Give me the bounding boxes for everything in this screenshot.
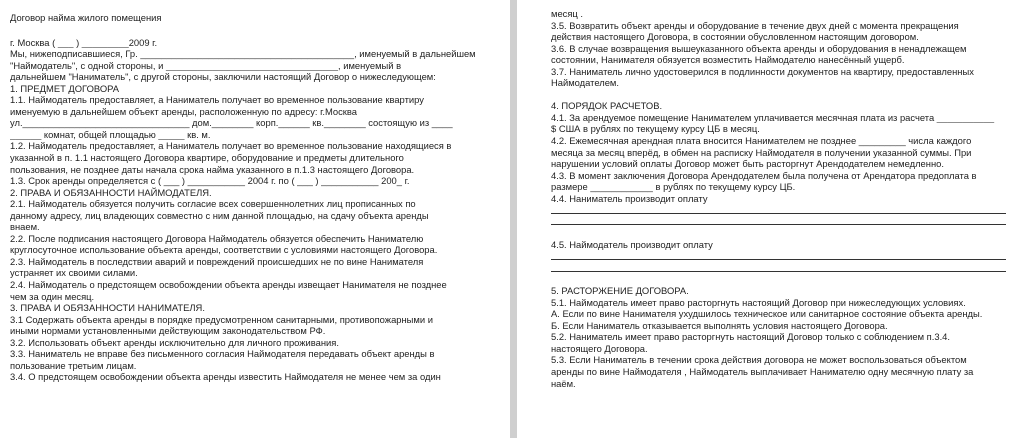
- text-line: пользования, не позднее даты начала срока найма указанного в п.1.3 настоящего Договора.: [10, 163, 415, 175]
- document-page-left: [0, 0, 510, 438]
- text-line: дальнейшем "Наниматель", с другой стороны, заключили настоящий Договор о нижеследующем:: [10, 71, 436, 83]
- page-gap: [510, 0, 517, 438]
- left-text-block: [10, 37, 502, 383]
- text-line: Б. Если Наниматель отказывается выполнять условия настоящего Договора.: [551, 319, 888, 331]
- text-line: 2.4. Наймодатель о предстоящем освобождении объекта аренды извещает Нанимателя не позднее: [10, 279, 447, 291]
- text-line: ______ комнат, общей площадью _____ кв. м.: [10, 128, 211, 140]
- text-line: аренды по вине Наймодателя , Наймодатель выплачивает Нанимателю одну месячную плату за: [551, 365, 974, 377]
- text-line: указанной в п. 1.1 настоящего Договора квартире, оборудование и предметы длительного: [10, 152, 404, 164]
- text-line: г. Москва ( ___ ) _________2009 г.: [10, 36, 158, 48]
- blank-fill-line: [551, 250, 1018, 262]
- section-heading: 3. ПРАВА И ОБЯЗАННОСТИ НАНИМАТЕЛЯ.: [10, 302, 205, 314]
- text-line: Наймодателем.: [551, 77, 619, 89]
- text-line: 4.4. Наниматель производит оплату: [551, 192, 708, 204]
- text-line: настоящего Договора.: [551, 342, 648, 354]
- text-line: нарушении условий оплаты Договор может быть расторгнут Арендодателем немедленно.: [551, 158, 944, 170]
- text-line: 3.2. Использовать объект аренды исключительно для личного проживания.: [10, 336, 339, 348]
- text-line: 3.7. Наниматель лично удостоверился в подлинности документов на квартиру, предоставленных: [551, 65, 974, 77]
- text-line: А. Если по вине Нанимателя ухудшилось техническое или санитарное состояние объекта аренды.: [551, 308, 983, 320]
- text-line: пользование третьим лицам.: [10, 359, 137, 371]
- text-line: 4.3. В момент заключения Договора Арендодателем была получена от Арендатора предоплата в: [551, 169, 977, 181]
- right-text-block-3: [551, 285, 1018, 389]
- text-line: 5.2. Наниматель имеет право расторгнуть настоящий Договор только с соблюдением п.3.4.: [551, 331, 950, 343]
- text-line: действия настоящего Договора, в состоянии обусловленном настоящим договором.: [551, 31, 919, 43]
- right-text-block-1: [551, 8, 1018, 89]
- blank-fill-line: [551, 262, 1018, 274]
- text-line: 2.3. Наймодатель в последствии аварий и повреждений происшедших не по вине Нанимателя: [10, 255, 424, 267]
- text-line: устраняет их своими силами.: [10, 267, 138, 279]
- text-line: $ США в рублях по текущему курсу ЦБ в месяц.: [551, 123, 760, 135]
- text-line: 3.5. Возвратить объект аренды и оборудование в течение двух дней с момента прекращения: [551, 19, 959, 31]
- section-heading: 4. ПОРЯДОК РАСЧЕТОВ.: [551, 100, 663, 112]
- blank-line: [551, 274, 1018, 286]
- text-line: состоянии, Нанимателя обязуется возместить Наймодателю нанесённый ущерб.: [551, 54, 905, 66]
- text-line: 1.1. Наймодатель предоставляет, а Наниматель получает во временное пользование квартиру: [10, 94, 424, 106]
- section-heading: 5. РАСТОРЖЕНИЕ ДОГОВОРА.: [551, 285, 689, 297]
- blank-fill-line: [551, 216, 1018, 228]
- document-page-right: [517, 0, 1024, 438]
- text-line: Мы, нижеподписавшиеся, Гр. _________________________________________, именуемый в дальнейшем: [10, 48, 476, 60]
- section-heading: 1. ПРЕДМЕТ ДОГОВОРА: [10, 82, 120, 94]
- document-title: Договор найма жилого помещения: [10, 12, 162, 23]
- text-line: 2.1. Наймодатель обязуется получить согласие всех совершеннолетних лиц прописанных по: [10, 198, 416, 210]
- text-line: 2.2. После подписания настоящего Договора Наймодатель обязуется обеспечить Нанимателю: [10, 232, 424, 244]
- text-line: круглосуточное использование объекта аренды, соответствии с условиями настоящего Договора.: [10, 244, 438, 256]
- text-line: 5.3. Если Наниматель в течении срока действия договора не может воспользоваться объектом: [551, 354, 967, 366]
- section-heading: 2. ПРАВА И ОБЯЗАННОСТИ НАЙМОДАТЕЛЯ.: [10, 186, 212, 198]
- text-line: месяц .: [551, 8, 584, 19]
- text-line: 3.6. В случае возвращения вышеуказанного объекта аренды и оборудования в ненадлежащем: [551, 42, 967, 54]
- blank-fill-line: [551, 204, 1018, 216]
- text-line: 4.2. Ежемесячная арендная плата вносится Нанимателем не позднее _________ числа каждого: [551, 135, 972, 147]
- text-line: размере ____________ в рублях по текущему курсу ЦБ.: [551, 181, 796, 193]
- blank-line: [551, 89, 1018, 101]
- text-line: 1.2. Наймодатель предоставляет, а Наниматель получает во временное пользование находящиеся в: [10, 140, 452, 152]
- text-line: 3.4. О предстоящем освобождении объекта аренды известить Наймодателя не менее чем за один: [10, 371, 441, 383]
- text-line: внаем.: [10, 221, 40, 233]
- text-line: 4.1. За арендуемое помещение Нанимателем уплачивается месячная плата из расчета ___________: [551, 111, 995, 123]
- text-line: 3.3. Наниматель не вправе без письменного согласия Наймодателя передавать объект аренды в: [10, 348, 435, 360]
- text-line: данному адресу, лиц владеющих совместно с ним данной площадью, на сдачу объекта аренды: [10, 209, 429, 221]
- text-line: наём.: [551, 377, 576, 389]
- text-line: 4.5. Наймодатель производит оплату: [551, 238, 713, 250]
- text-line: "Наймодатель", с одной стороны, и _________________________________, именуемый в: [10, 59, 402, 71]
- text-line: 1.3. Срок аренды определяется с ( ___ ) ___________ 2004 г. по ( ___ ) ___________ 200_ г.: [10, 175, 410, 187]
- text-line: 3.1 Содержать объекта аренды в порядке предусмотренном санитарными, противопожарными и: [10, 313, 433, 325]
- text-line: иными нормами установленными действующим законодательством РФ.: [10, 325, 326, 337]
- blank-line: [551, 227, 1018, 239]
- text-line: именуемую в дальнейшем объект аренды, расположенную по адресу: г.Москва: [10, 105, 357, 117]
- text-line: 5.1. Наймодатель имеет право расторгнуть настоящий Договор при нижеследующих условиях.: [551, 296, 966, 308]
- text-line: месяца за месяц вперёд, в обмен на расписку Наймодателя в получении указанной суммы. При: [551, 146, 972, 158]
- text-line: ул.________________________________ дом.________ корп.______ кв.________ состоящую из ____: [10, 117, 453, 129]
- right-text-block-2: [551, 100, 1018, 204]
- text-line: чем за один месяц.: [10, 290, 95, 302]
